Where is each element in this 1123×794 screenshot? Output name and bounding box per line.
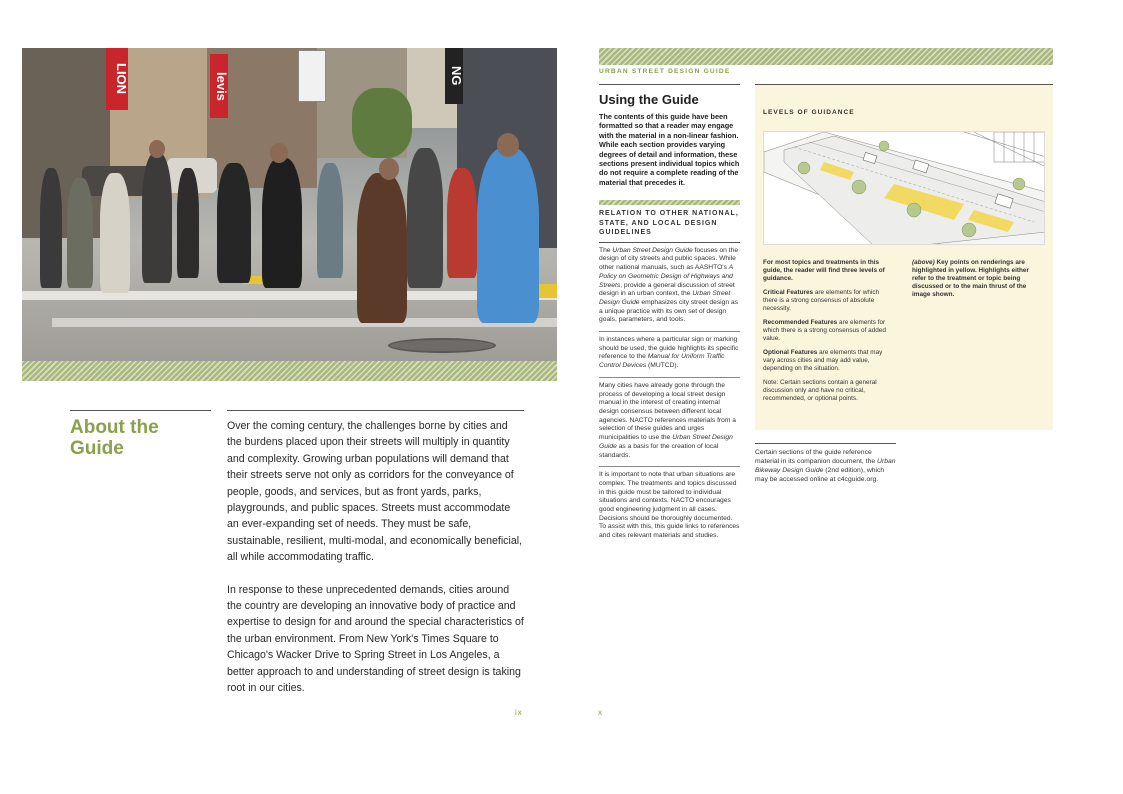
about-guide-body xyxy=(227,410,524,697)
street-rendering-illustration xyxy=(763,131,1045,245)
levels-heading: LEVELS OF GUIDANCE xyxy=(763,109,855,116)
relation-paragraph-4: It is important to note that urban situations are complex. The treatments and topics discussed in this guide must be tailored to individual situations and contexts. NACTO encourages good engineering judgment in all cases. Decisions should be thoroughly documented. To assist with this, this guide links to references and cites relevant materials and studies. xyxy=(599,466,740,541)
bikeway-guide-note: Certain sections of the guide reference material in its companion document, the Urban Bikeway Design Guide (2nd edition), which may be accessed online at c4cguide.org. xyxy=(755,443,896,484)
using-guide-title: Using the Guide xyxy=(599,92,699,107)
relation-paragraph-1: The Urban Street Design Guide focuses on the design of city streets and public spaces. While other national manuals, such as AASHTO's A Policy on Geometric Design of Highways and Streets, provide a general discussion of street design in an urban context, the Urban Street Design Guide emphasizes city street design as a unique practice with its own set of design goals, parameters, and tools. xyxy=(599,242,740,325)
rendering-caption: (above) Key points on renderings are highlighted in yellow. Highlights either refer to the treatment or topic being discussed or to the main thrust of the image shown. xyxy=(912,259,1029,298)
street-crowd-photo xyxy=(22,48,557,361)
levels-intro: For most topics and treatments in this guide, the reader will find three levels of guidance. xyxy=(763,259,885,282)
relation-heading: RELATION TO OTHER NATIONAL, STATE, AND LOCAL DESIGN GUIDELINES xyxy=(599,210,739,237)
street-rendering-svg xyxy=(764,132,1045,245)
using-guide-intro: The contents of this guide have been formatted so that a reader may engage with the material in a non-linear fashion. While each section provides varying degrees of detail and information, these sections present individual topics which do not require a complete reading of the material that precedes it. xyxy=(599,112,740,187)
optional-features-item: Optional Features are elements that may vary across cities and may add value, depending on the situation. xyxy=(763,349,883,372)
levels-description xyxy=(763,259,891,409)
recommended-features-item: Recommended Features are elements for which there is a strong consensus of added value. xyxy=(763,319,886,342)
folio-x: x xyxy=(598,708,603,717)
lion-sign: LION xyxy=(106,48,128,110)
section-hatch-strip xyxy=(599,200,740,205)
running-head: URBAN STREET DESIGN GUIDE xyxy=(599,68,731,75)
folio-ix: ix xyxy=(515,708,523,717)
ng-sign: NG xyxy=(445,48,463,104)
about-paragraph-2: In response to these unprecedented demands, cities around the country are developing an innovative body of practice and expertise to design for and around the special characteristics of the urban environment. From New York's Times Square to Chicago's Wacker Drive to Spring Street in Los Angeles, a better approach to and understanding of street design is taking root in our cities. xyxy=(227,583,524,695)
photo-hatch-strip xyxy=(22,361,557,381)
levels-of-guidance-box xyxy=(755,84,1053,430)
about-paragraph-1: Over the coming century, the challenges borne by cities and the burdens placed upon their streets will multiply in quantity and complexity. Growing urban populations will demand that their streets serve not only as corridors for the conveyance of people, goods, and services, but as front yards, parks, playgrounds, and public spaces. Streets must accommodate an ever-expanding set of needs. They must be safe, sustainable, resilient, multi-modal, and economically beneficial, all while accommodating traffic. xyxy=(227,420,523,564)
about-guide-title: About the Guide xyxy=(70,410,211,459)
top-rule xyxy=(599,84,740,85)
levels-note: Note: Certain sections contain a general discussion only and have no critical, recommended, or optional points. xyxy=(763,379,877,402)
using-guide-column xyxy=(599,84,740,541)
header-hatch-strip xyxy=(599,48,1053,65)
relation-paragraph-2: In instances where a particular sign or marking should be used, the guide highlights its specific reference to the Manual for Uniform Traffic Control Devices (MUTCD). xyxy=(599,331,740,371)
relation-paragraph-3: Many cities have already gone through the process of developing a local street design manual in the interest of creating internal design consensus between different local agencies. NACTO references materials from a selection of these guides and urges municipalities to use the Urban Street Design Guide as a basis for the creation of local standards. xyxy=(599,377,740,460)
critical-features-item: Critical Features are elements for which there is a strong consensus of absolute necessity. xyxy=(763,289,880,312)
levis-sign: levis xyxy=(210,54,228,118)
